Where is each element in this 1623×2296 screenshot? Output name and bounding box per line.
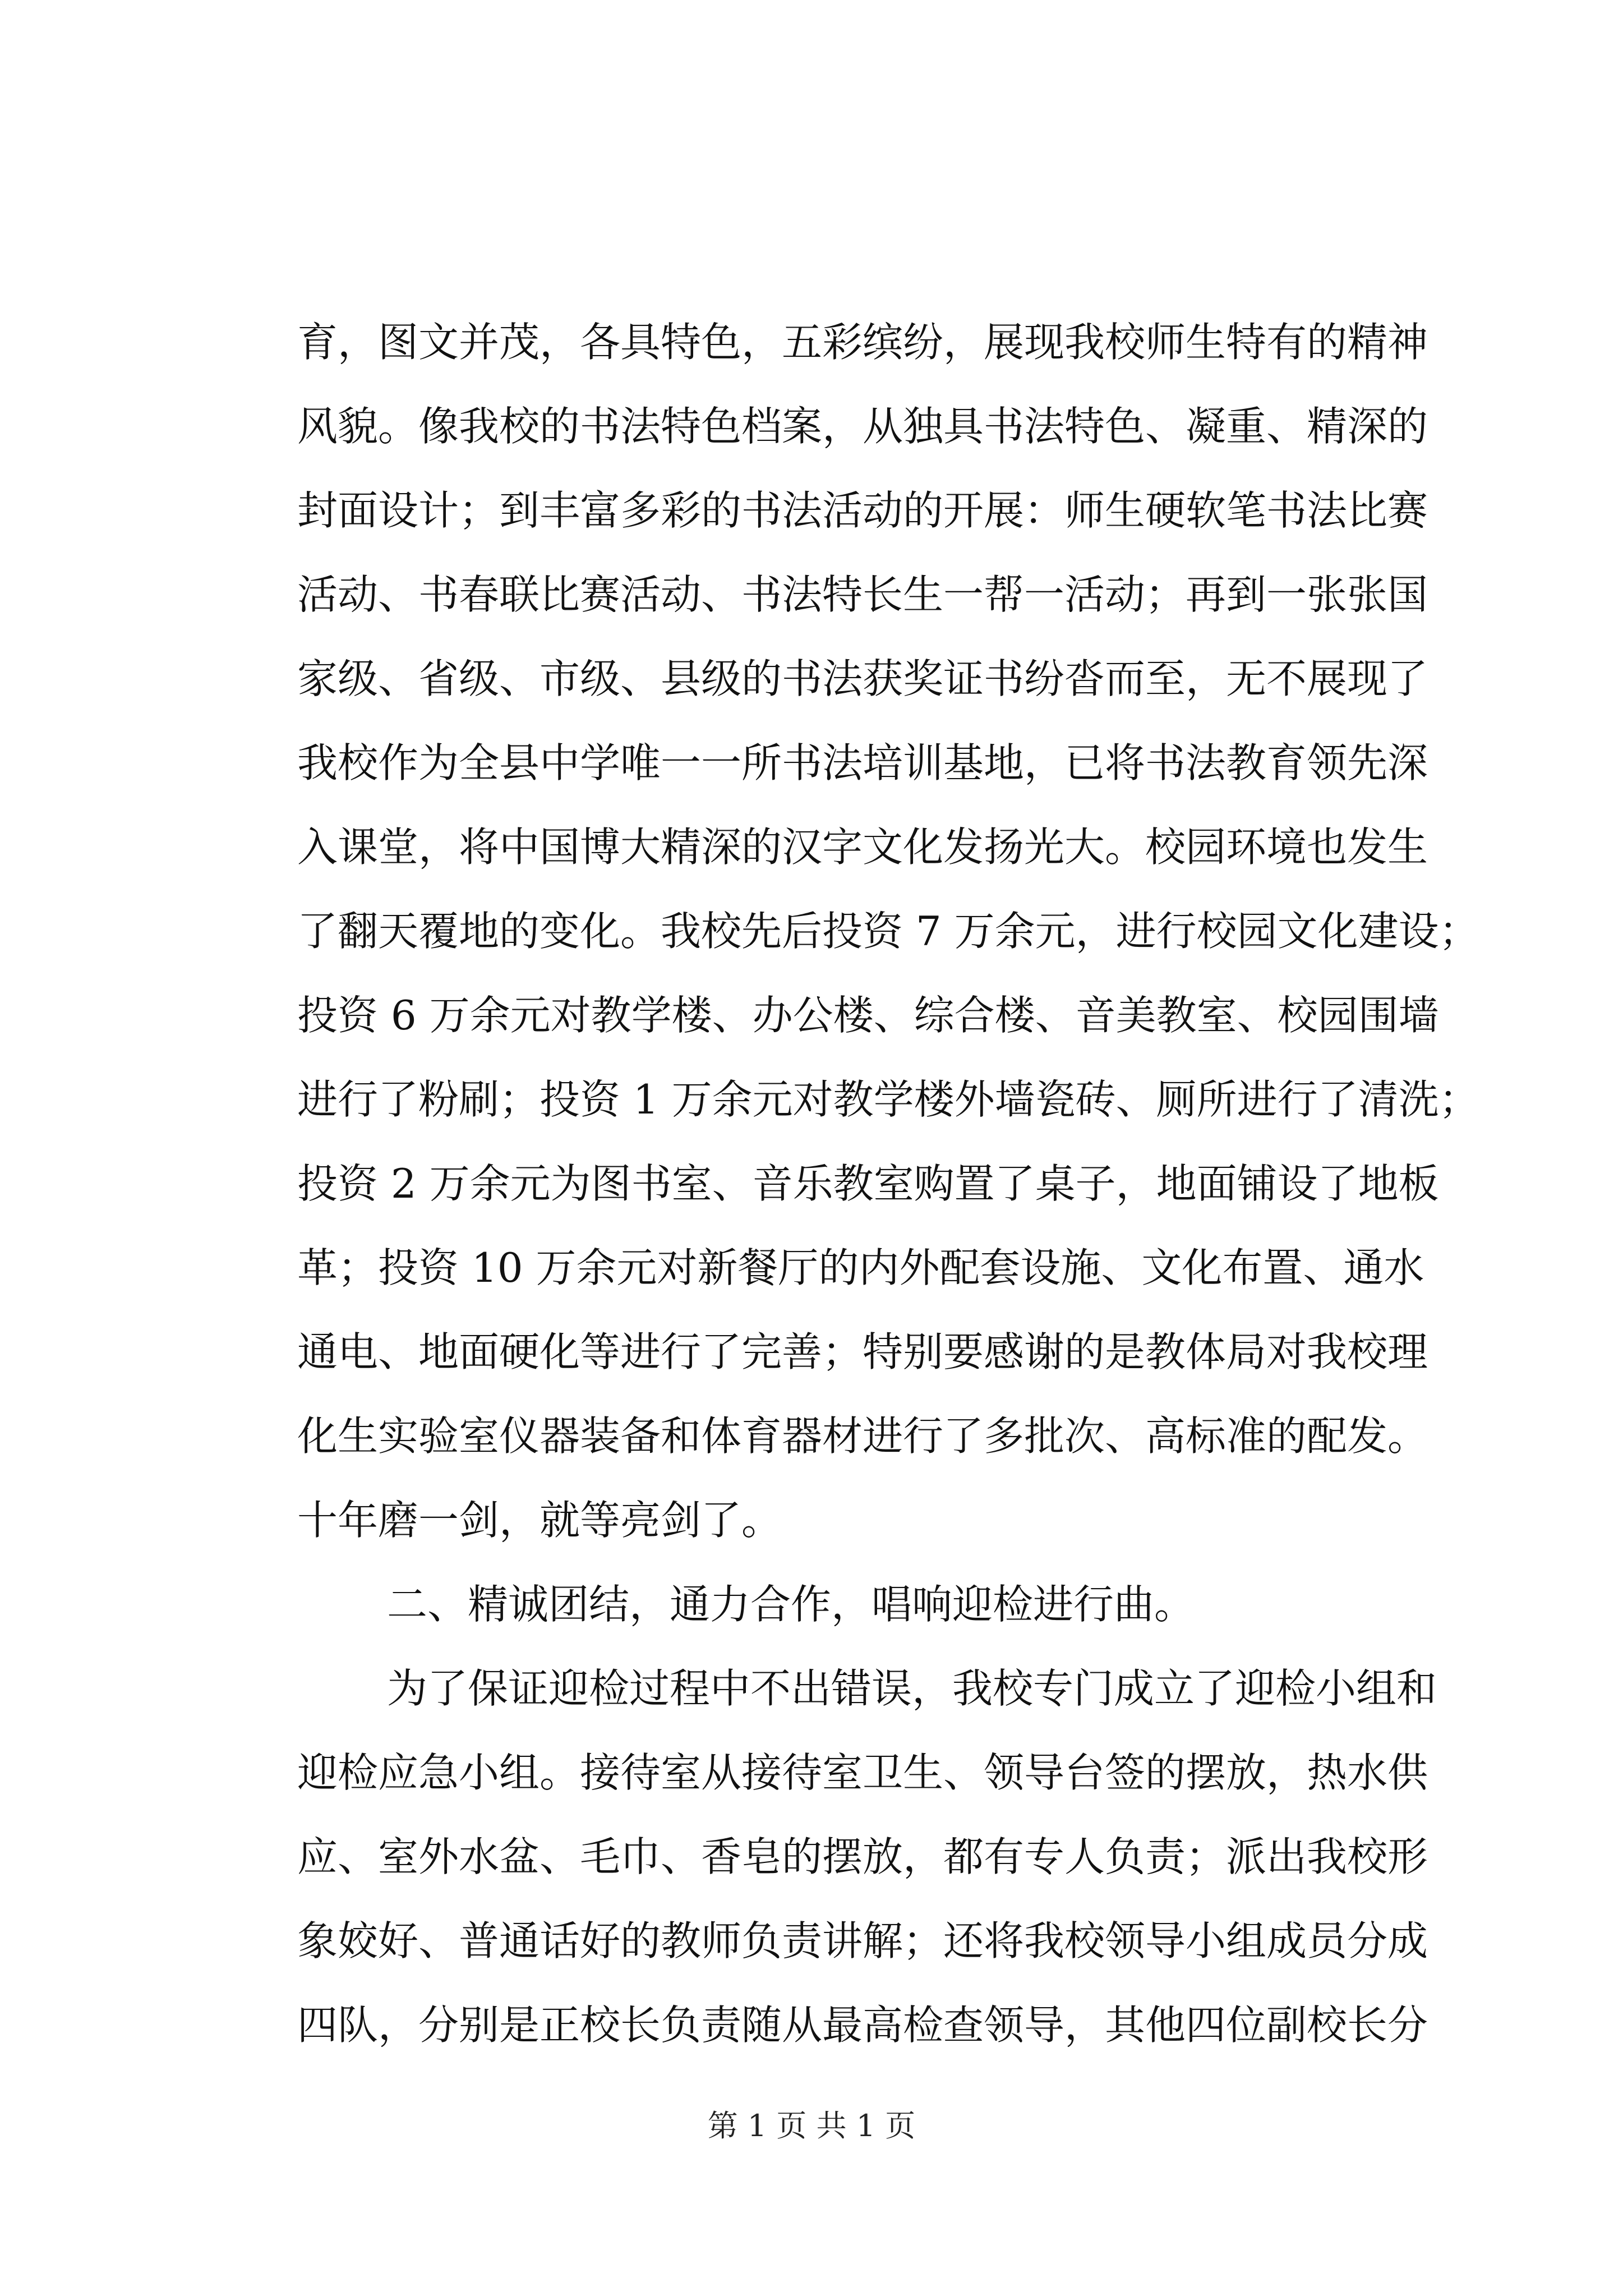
text-line: 象姣好、普通话好的教师负责讲解；还将我校领导小组成员分成 xyxy=(297,1917,1428,1964)
section-heading: 二、精诚团结，通力合作，唱响迎检进行曲。 xyxy=(387,1581,1195,1628)
text-line: 入课堂，将中国博大精深的汉字文化发扬光大。校园环境也发生 xyxy=(297,823,1428,871)
text-line: 育，图文并茂，各具特色，五彩缤纷，展现我校师生特有的精神 xyxy=(297,319,1428,366)
document-body xyxy=(297,300,1479,2067)
text-line: 我校作为全县中学唯一一所书法培训基地，已将书法教育领先深 xyxy=(297,739,1428,786)
text-line: 应、室外水盆、毛巾、香皂的摆放，都有专人负责；派出我校形 xyxy=(297,1833,1428,1880)
text-line: 化生实验室仪器装备和体育器材进行了多批次、高标准的配发。 xyxy=(297,1412,1428,1460)
text-line: 迎检应急小组。接待室从接待室卫生、领导台签的摆放，热水供 xyxy=(297,1749,1428,1796)
text-line: 进行了粉刷；投资 1 万余元对教学楼外墙瓷砖、厕所进行了清洗； xyxy=(297,1076,1479,1123)
text-line: 四队，分别是正校长负责随从最高检查领导，其他四位副校长分 xyxy=(297,2001,1428,2049)
text-line: 活动、书春联比赛活动、书法特长生一帮一活动；再到一张张国 xyxy=(297,571,1428,618)
text-line: 为了保证迎检过程中不出错误，我校专门成立了迎检小组和 xyxy=(387,1665,1437,1712)
text-line: 革；投资 10 万余元对新餐厅的内外配套设施、文化布置、通水 xyxy=(297,1244,1424,1291)
page-number-footer: 第 1 页 共 1 页 xyxy=(707,2108,916,2143)
text-line: 投资 2 万余元为图书室、音乐教室购置了桌子，地面铺设了地板 xyxy=(297,1160,1439,1207)
text-line: 投资 6 万余元对教学楼、办公楼、综合楼、音美教室、校园围墙 xyxy=(297,992,1439,1039)
text-line: 家级、省级、市级、县级的书法获奖证书纷沓而至，无不展现了 xyxy=(297,655,1428,702)
text-line: 通电、地面硬化等进行了完善；特别要感谢的是教体局对我校理 xyxy=(297,1328,1428,1375)
text-line: 了翻天覆地的变化。我校先后投资 7 万余元，进行校园文化建设； xyxy=(297,908,1479,955)
text-line: 封面设计；到丰富多彩的书法活动的开展：师生硬软笔书法比赛 xyxy=(297,487,1428,534)
text-line: 十年磨一剑，就等亮剑了。 xyxy=(297,1497,782,1544)
text-line: 风貌。像我校的书法特色档案，从独具书法特色、凝重、精深的 xyxy=(297,403,1428,450)
